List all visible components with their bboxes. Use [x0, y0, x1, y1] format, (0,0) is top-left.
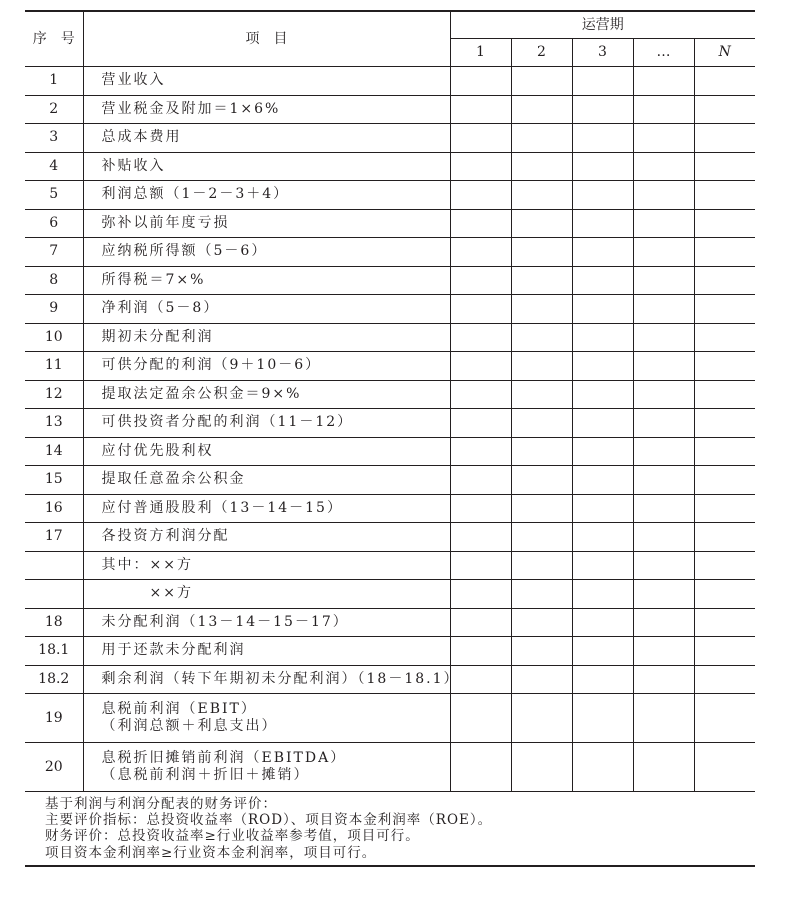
value-cell: [572, 637, 633, 666]
header-operating-period: 运营期: [450, 11, 755, 39]
value-cell: [511, 295, 572, 324]
value-cell: [450, 238, 511, 267]
row-item-label: 弥补以前年度亏损: [83, 209, 450, 238]
table-row: [25, 95, 755, 124]
value-cell: [694, 238, 755, 267]
value-cell: [450, 437, 511, 466]
value-cell: [511, 95, 572, 124]
row-item-label: ××方: [83, 580, 450, 609]
value-cell: [511, 352, 572, 381]
value-cell: [450, 67, 511, 96]
notes-row: [25, 792, 755, 866]
table-row: [25, 494, 755, 523]
table-row: [25, 608, 755, 637]
row-item-label: 可供投资者分配的利润（11－12）: [83, 409, 450, 438]
row-number: 5: [25, 181, 83, 210]
row-number: 11: [25, 352, 83, 381]
row-item-label: 应付普通股股利（13－14－15）: [83, 494, 450, 523]
value-cell: [572, 352, 633, 381]
value-cell: [633, 352, 694, 381]
value-cell: [450, 95, 511, 124]
value-cell: [694, 694, 755, 743]
row-number: 9: [25, 295, 83, 324]
row-number: [25, 580, 83, 609]
row-item-line2: （利润总额＋利息支出）: [101, 718, 278, 734]
value-cell: [633, 124, 694, 153]
value-cell: [694, 551, 755, 580]
value-cell: [572, 238, 633, 267]
value-cell: [633, 295, 694, 324]
value-cell: [572, 466, 633, 495]
value-cell: [694, 409, 755, 438]
value-cell: [694, 380, 755, 409]
value-cell: [511, 124, 572, 153]
row-number: 7: [25, 238, 83, 267]
row-number: 2: [25, 95, 83, 124]
row-number: 6: [25, 209, 83, 238]
value-cell: [511, 181, 572, 210]
row-item-label: 提取法定盈余公积金＝9×%: [83, 380, 450, 409]
row-number: 18.1: [25, 637, 83, 666]
table-row: [25, 380, 755, 409]
row-number: 4: [25, 152, 83, 181]
value-cell: [572, 380, 633, 409]
value-cell: [450, 523, 511, 552]
value-cell: [694, 266, 755, 295]
value-cell: [694, 665, 755, 694]
value-cell: [572, 152, 633, 181]
value-cell: [450, 152, 511, 181]
value-cell: [450, 743, 511, 792]
value-cell: [450, 466, 511, 495]
value-cell: [511, 67, 572, 96]
row-number: 16: [25, 494, 83, 523]
row-item-label: 可供分配的利润（9＋10－6）: [83, 352, 450, 381]
value-cell: [511, 266, 572, 295]
value-cell: [633, 466, 694, 495]
row-item-label: 应纳税所得额（5－6）: [83, 238, 450, 267]
value-cell: [694, 152, 755, 181]
row-item-line1: 息税前利润（EBIT）: [101, 701, 257, 718]
header-period-1: 1: [450, 39, 511, 67]
note-line: 项目资本金利润率≥行业资本金利润率，项目可行。: [45, 844, 377, 861]
value-cell: [572, 743, 633, 792]
table-row: [25, 551, 755, 580]
value-cell: [572, 551, 633, 580]
value-cell: [694, 608, 755, 637]
row-item-label: 各投资方利润分配: [83, 523, 450, 552]
value-cell: [511, 523, 572, 552]
value-cell: [450, 181, 511, 210]
value-cell: [450, 124, 511, 153]
table-row: [25, 181, 755, 210]
value-cell: [450, 494, 511, 523]
row-item-label: 利润总额（1－2－3＋4）: [83, 181, 450, 210]
value-cell: [572, 67, 633, 96]
value-cell: [450, 380, 511, 409]
value-cell: [511, 437, 572, 466]
value-cell: [633, 743, 694, 792]
header-period-2: 2: [511, 39, 572, 67]
value-cell: [450, 209, 511, 238]
row-number: 18: [25, 608, 83, 637]
table-row: [25, 409, 755, 438]
row-item-label: 未分配利润（13－14－15－17）: [83, 608, 450, 637]
value-cell: [450, 266, 511, 295]
value-cell: [694, 523, 755, 552]
header-period-ellipsis: …: [633, 39, 694, 67]
value-cell: [511, 238, 572, 267]
value-cell: [694, 437, 755, 466]
value-cell: [694, 209, 755, 238]
value-cell: [450, 323, 511, 352]
value-cell: [511, 608, 572, 637]
value-cell: [633, 437, 694, 466]
table-row: [25, 352, 755, 381]
value-cell: [694, 67, 755, 96]
row-item-label: 营业税金及附加＝1×6%: [83, 95, 450, 124]
value-cell: [511, 209, 572, 238]
value-cell: [511, 152, 572, 181]
value-cell: [694, 494, 755, 523]
value-cell: [572, 608, 633, 637]
value-cell: [633, 494, 694, 523]
row-number: 12: [25, 380, 83, 409]
table-row: [25, 637, 755, 666]
row-item-label: [83, 743, 450, 792]
value-cell: [633, 380, 694, 409]
profit-distribution-table: [25, 10, 755, 867]
value-cell: [511, 409, 572, 438]
table-row: [25, 694, 755, 743]
table-row: [25, 323, 755, 352]
value-cell: [633, 95, 694, 124]
row-item-label: 提取任意盈余公积金: [83, 466, 450, 495]
table-row: [25, 665, 755, 694]
value-cell: [572, 409, 633, 438]
value-cell: [511, 637, 572, 666]
value-cell: [694, 323, 755, 352]
row-number: 18.2: [25, 665, 83, 694]
row-number: 8: [25, 266, 83, 295]
value-cell: [450, 637, 511, 666]
value-cell: [633, 523, 694, 552]
value-cell: [450, 409, 511, 438]
value-cell: [633, 181, 694, 210]
value-cell: [511, 743, 572, 792]
table-row: [25, 743, 755, 792]
value-cell: [511, 494, 572, 523]
value-cell: [450, 580, 511, 609]
table-row: [25, 295, 755, 324]
table-header-row: [25, 11, 755, 39]
value-cell: [450, 352, 511, 381]
table-row: [25, 266, 755, 295]
value-cell: [511, 466, 572, 495]
value-cell: [572, 124, 633, 153]
table-row: [25, 466, 755, 495]
value-cell: [633, 323, 694, 352]
value-cell: [694, 466, 755, 495]
row-item-label: 总成本费用: [83, 124, 450, 153]
value-cell: [633, 637, 694, 666]
table-row: [25, 580, 755, 609]
value-cell: [633, 694, 694, 743]
value-cell: [633, 551, 694, 580]
value-cell: [694, 181, 755, 210]
header-period-3: 3: [572, 39, 633, 67]
row-item-label: 期初未分配利润: [83, 323, 450, 352]
value-cell: [450, 608, 511, 637]
note-line: 财务评价：总投资收益率≥行业收益率参考值，项目可行。: [45, 828, 420, 845]
value-cell: [572, 694, 633, 743]
row-number: [25, 551, 83, 580]
value-cell: [694, 637, 755, 666]
row-number: 17: [25, 523, 83, 552]
row-number: 14: [25, 437, 83, 466]
value-cell: [572, 323, 633, 352]
header-item: 项 目: [83, 11, 450, 67]
note-line: 主要评价指标：总投资收益率（ROD）、项目资本金利润率（ROE）。: [45, 812, 493, 829]
row-number: 15: [25, 466, 83, 495]
table-row: [25, 209, 755, 238]
row-item-label: 所得税＝7×%: [83, 266, 450, 295]
table-row: [25, 437, 755, 466]
value-cell: [572, 209, 633, 238]
row-item-label: 剩余利润（转下年期初未分配利润）（18－18.1）: [83, 665, 450, 694]
value-cell: [633, 152, 694, 181]
row-number: 13: [25, 409, 83, 438]
row-item-label: 净利润（5－8）: [83, 295, 450, 324]
value-cell: [633, 580, 694, 609]
table-row: [25, 67, 755, 96]
row-number: 3: [25, 124, 83, 153]
row-number: 19: [25, 694, 83, 743]
note-line: 基于利润与利润分配表的财务评价：: [45, 796, 277, 812]
value-cell: [694, 743, 755, 792]
row-item-label: 应付优先股利权: [83, 437, 450, 466]
table-row: [25, 238, 755, 267]
value-cell: [572, 295, 633, 324]
value-cell: [633, 67, 694, 96]
value-cell: [694, 580, 755, 609]
value-cell: [572, 665, 633, 694]
row-item-label: 其中：××方: [83, 551, 450, 580]
value-cell: [450, 694, 511, 743]
row-item-line2: （息税前利润＋折旧＋摊销）: [101, 767, 310, 783]
row-item-label: 用于还款未分配利润: [83, 637, 450, 666]
value-cell: [511, 694, 572, 743]
value-cell: [511, 665, 572, 694]
row-number: 20: [25, 743, 83, 792]
value-cell: [633, 665, 694, 694]
value-cell: [694, 352, 755, 381]
row-item-label: 营业收入: [83, 67, 450, 96]
table-row: [25, 152, 755, 181]
value-cell: [572, 95, 633, 124]
value-cell: [572, 437, 633, 466]
value-cell: [633, 238, 694, 267]
value-cell: [694, 295, 755, 324]
value-cell: [572, 580, 633, 609]
value-cell: [450, 295, 511, 324]
value-cell: [572, 494, 633, 523]
value-cell: [572, 181, 633, 210]
value-cell: [511, 580, 572, 609]
evaluation-notes: [25, 792, 755, 866]
value-cell: [633, 266, 694, 295]
value-cell: [511, 323, 572, 352]
row-number: 1: [25, 67, 83, 96]
value-cell: [572, 266, 633, 295]
value-cell: [633, 608, 694, 637]
table-row: [25, 124, 755, 153]
value-cell: [572, 523, 633, 552]
value-cell: [450, 551, 511, 580]
value-cell: [633, 209, 694, 238]
header-period-n: N: [694, 39, 755, 67]
value-cell: [511, 380, 572, 409]
value-cell: [633, 409, 694, 438]
header-seq: 序 号: [25, 11, 83, 67]
value-cell: [694, 124, 755, 153]
row-item-label: [83, 694, 450, 743]
row-item-line1: 息税折旧摊销前利润（EBITDA）: [101, 750, 347, 767]
row-item-label: 补贴收入: [83, 152, 450, 181]
value-cell: [694, 95, 755, 124]
value-cell: [511, 551, 572, 580]
row-number: 10: [25, 323, 83, 352]
table-row: [25, 523, 755, 552]
